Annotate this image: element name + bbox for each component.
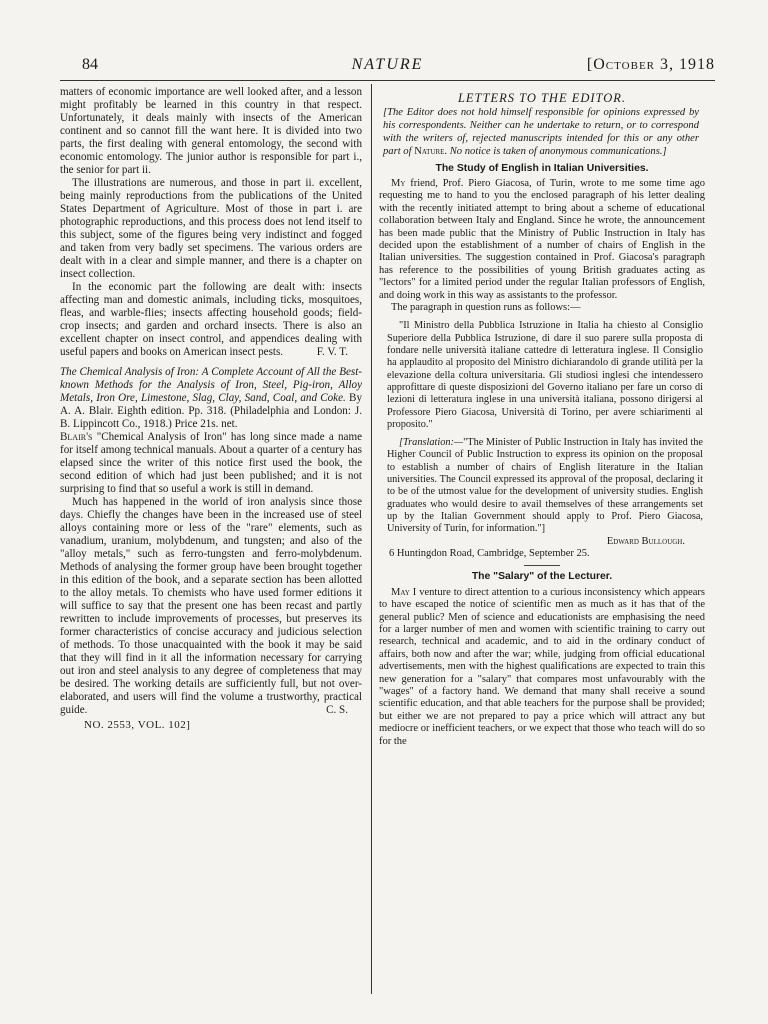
lead-word: My: [391, 178, 406, 189]
paragraph-text: In the economic part the following are dealt with: insects affecting man and domestic animals, including ticks, mosquitoes, fleas, and warble-flies; insects affecting household goods; field-crop insects; and garden and orchard insects. There is also an excellent chapter on insect control, and appendices dealing with useful papers and books on American insect pests.: [60, 281, 362, 358]
paragraph: [60, 281, 362, 359]
letter-title: The Study of English in Italian Universities.: [435, 162, 649, 174]
review-signature: C. S.: [326, 704, 348, 716]
left-column: [60, 86, 362, 732]
paragraph: My friend, Prof. Piero Giacosa, of Turin, wrote to me some time ago requesting me to hand to you the enclosed paragraph of his letter dealing with the recently initiated attempt to bring about a scheme of educational collaboration between Italy and England. Since he wrote, the announcement has been made public that the Ministry of Public Instruction in Italy has decided upon the establishment of a number of chairs of English in the Italian universities. The suggestion contained in Prof. Giacosa's paragraph has reference to the possibilities of young British graduates acting as "lectors" for a limited period under the regular Italian professors of English, and doing work in this way as assistants to the professor.: [379, 178, 705, 301]
review-title: The Chemical Analysis of Iron: A Complete Account of All the Best-known Methods for the Analysis of Iron, Steel, Pig-iron, Alloy Metals, Iron Ore, Limestone, Slag, Clay, Sand, Coal, and Coke.: [60, 366, 362, 404]
journal-title: NATURE: [351, 56, 424, 73]
right-column: [379, 86, 705, 748]
translation: [Translation:—"The Minister of Public Instruction in Italy has invited the Higher Council of Public Instruction to express its opinion on the proposal to establish a number of chairs of English literature in the Italian universities. The Council expressed its approval of the proposal, declaring it to be of the utmost value for the development of university studies. English graduates who would desire to avail themselves of these arrangements set up by the Italian Government should apply to Prof. Piero Giacosa, University of Turin, for information."]: [387, 437, 703, 535]
letter-title: The "Salary" of the Lecturer.: [471, 571, 613, 583]
separator-rule: [524, 565, 560, 566]
issue-date: [October 3, 1918: [586, 56, 715, 73]
paragraph: [60, 431, 362, 496]
paragraph: matters of economic importance are well looked after, and a lesson might profitably be learned in this country in that respect. Unfortunately, it deals mainly with insects of the American continent and so cannot fill the want here. It is divided into two parts, the first dealing with general entomology, the second with economic entomology. The junior author is responsible for part i., the senior for part ii.: [60, 86, 362, 176]
paragraph: The illustrations are numerous, and those in part ii. excellent, being mainly reproductions from the publications of the United States Department of Agriculture. Most of those in part i. are photographic reproductions, and this process does not lend itself to this subject, some of the figures being very indistinct and fogged and taken from very badly set specimens. The various orders are dealt with in a clear and simple manner, and there is a chapter on insect collection.: [60, 177, 362, 280]
paragraph: May I venture to direct attention to a curious inconsistency which appears to have escaped the notice of scientific men as much as it has that of the general public? Men of science and educationists are emphasising the need for a larger number of men and women with scientific training to carry out research, technical and academic, and to aid in the ordinary conduct of affairs, both now and after the war; while, judging from official educational advertisements, men with the highest qualifications are expected to train this new generation for a "salary" that compares most unfavourably with the "wages" of a factory hand. We demand that many shall receive a sound scientific education, and that able teachers for the purpose shall be provided; but either we are not prepared to pay a price which will attract any but mediocre or inefficient teachers, or we expect that those who teach will do so for the: [379, 586, 705, 747]
page-header: [60, 56, 715, 78]
letter-signature: Edward Bullough.: [606, 535, 685, 547]
lead-word: Blair's: [60, 431, 93, 443]
review-signature: F. V. T.: [316, 346, 348, 358]
letter-address: 6 Huntingdon Road, Cambridge, September 25.: [389, 547, 590, 559]
section-title: LETTERS TO THE EDITOR.: [457, 91, 627, 105]
page-number: 84: [82, 56, 98, 73]
issue-footer: NO. 2553, VOL. 102]: [84, 719, 191, 731]
review-heading: [60, 366, 362, 431]
column-rule: [371, 84, 372, 994]
header-rule: [60, 80, 715, 81]
paragraph: [60, 496, 362, 717]
paragraph: The paragraph in question runs as follows:—: [391, 302, 581, 314]
review-author: By A. A. Blair. Eighth edition. Pp. 318. (Philadelphia and London: J. B. Lippincott Co., 1918.) Price 21s. net.: [60, 392, 362, 430]
editor-note: [The Editor does not hold himself responsible for opinions expressed by his correspondents. Neither can he undertake to return, or to correspond with the writers of, rejected manuscripts intended for this or any other part of Nature. No notice is taken of anonymous communications.]: [383, 107, 699, 157]
italian-quote: "Il Ministro della Pubblica Istruzione in Italia ha chiesto al Consiglio Superiore della Pubblica Istruzione, di dare il suo parere sulla proposta di fondare nelle università italiane cattedre di letteratura inglese. Il Consiglio ha applaudito al proposito del Ministro dichiarandolo di grande utilità per la elevazione della coltura universitaria. Gli studiosi inglesi che intendessero approfittare di queste disposizioni del Governo italiano per fare un corso di lezioni di letteratura inglese in una università italiana, possono dirigersi al Professore Piero Giacosa, Università di Torino, per avere schiarimenti al proposito.": [387, 320, 703, 430]
lead-word: May: [391, 586, 410, 598]
paragraph-text: "Chemical Analysis of Iron" has long since made a name for itself among technical manuals. About a quarter of a century has elapsed since the writer of this notice first used the book, the second edition of which had just been published; and it is not surprising to find that so useful a work is still in demand.: [60, 431, 362, 495]
paragraph-text: Much has happened in the world of iron analysis since those days. Chiefly the changes have been in the increased use of steel alloys containing more or less of the "rare" elements, such as vanadium, uranium, molybdenum, and tungsten; and also of the "alloy metals," such as ferro-tungsten and ferro-molybdenum. Methods of analysing the former group have been brought together in this edition of the book, and a separate section has been allotted to the alloy metals. To chemists who have used former editions it will suffice to say that the present one has been recast and partly rewritten to include improvements of processes, but preserves its former characteristics of concise accuracy and judicious selection of methods. To those unacquainted with the book it may be said that they will find in it all the information necessary for carrying out iron and steel analysis to any degree of completeness that may be desired. The working details are sufficiently full, but not over-elaborated, and users will find the volume a trustworthy, practical guide.: [60, 496, 362, 716]
